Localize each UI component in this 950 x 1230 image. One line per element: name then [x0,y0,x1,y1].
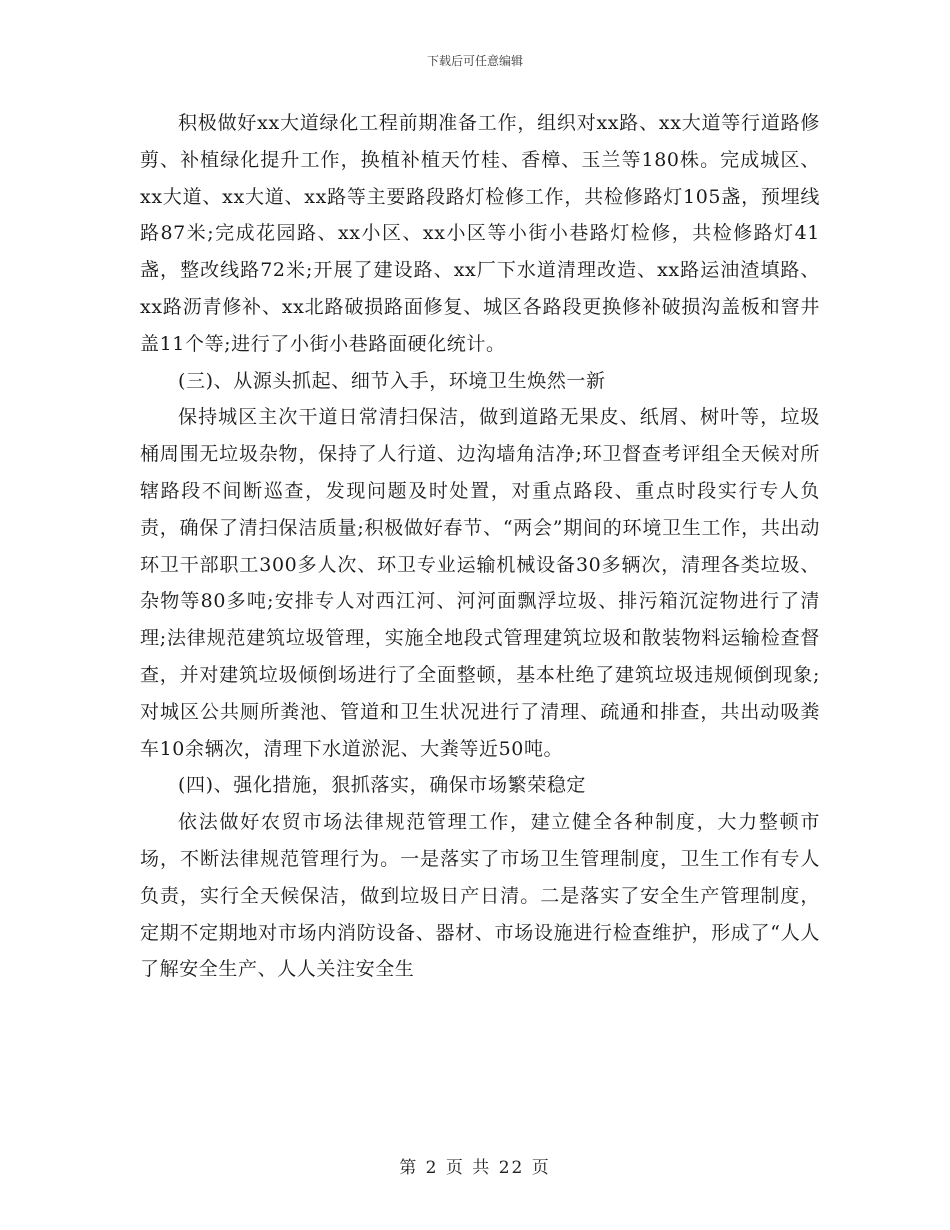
section-heading-four: (四)、强化措施，狠抓落实，确保市场繁荣稳定 [178,774,587,797]
page-number: 第 2 页 共 22 页 [399,1158,551,1178]
document-body [140,105,820,988]
paragraph-greening-lighting: 积极做好xx大道绿化工程前期准备工作，组织对xx路、xx大道等行道路修剪、补植绿化提升工作，换植补植天竹桂、香樟、玉兰等180株。完成城区、xx大道、xx大道、xx路等主要路段路灯检修工作，共检修路灯105盏，预埋线路87米;完成花园路、xx小区、xx小区等小街小巷路灯检修，共检修路灯41盏，整改线路72米;开展了建设路、xx厂下水道清理改造、xx路运油渣填路、xx路沥青修补、xx北路破损路面修复、城区各路段更换修补破损沟盖板和窨井盖11个等;进行了小街小巷路面硬化统计。 [140,112,820,355]
paragraph-sanitation: 保持城区主次干道日常清扫保洁，做到道路无果皮、纸屑、树叶等，垃圾桶周围无垃圾杂物，保持了人行道、边沟墙角洁净;环卫督查考评组全天候对所辖路段不间断巡查，发现问题及时处置，对重点路段、重点时段实行专人负责，确保了清扫保洁质量;积极做好春节、“两会”期间的环境卫生工作，共出动环卫干部职工300多人次、环卫专业运输机械设备30多辆次，清理各类垃圾、杂物等80多吨;安排专人对西江河、河河面飘浮垃圾、排污箱沉淀物进行了清理;法律规范建筑垃圾管理，实施全地段式管理建筑垃圾和散装物料运输检查督查，并对建筑垃圾倾倒场进行了全面整顿，基本杜绝了建筑垃圾违规倾倒现象;对城区公共厕所粪池、管道和卫生状况进行了清理、疏通和排查，共出动吸粪车10余辆次，清理下水道淤泥、大粪等近50吨。 [140,406,820,760]
download-edit-note: 下载后可任意编辑 [426,54,523,68]
paragraph-market-management: 依法做好农贸市场法律规范管理工作，建立健全各种制度，大力整顿市场，不断法律规范管理行为。一是落实了市场卫生管理制度，卫生工作有专人负责，实行全天候保洁，做到垃圾日产日清。二是落实了安全生产管理制度，定期不定期地对市场内消防设备、器材、市场设施进行检查维护，形成了“人人了解安全生产、人人关注安全生 [140,811,820,981]
section-heading-three: (三)、从源头抓起、细节入手，环境卫生焕然一新 [178,369,606,392]
